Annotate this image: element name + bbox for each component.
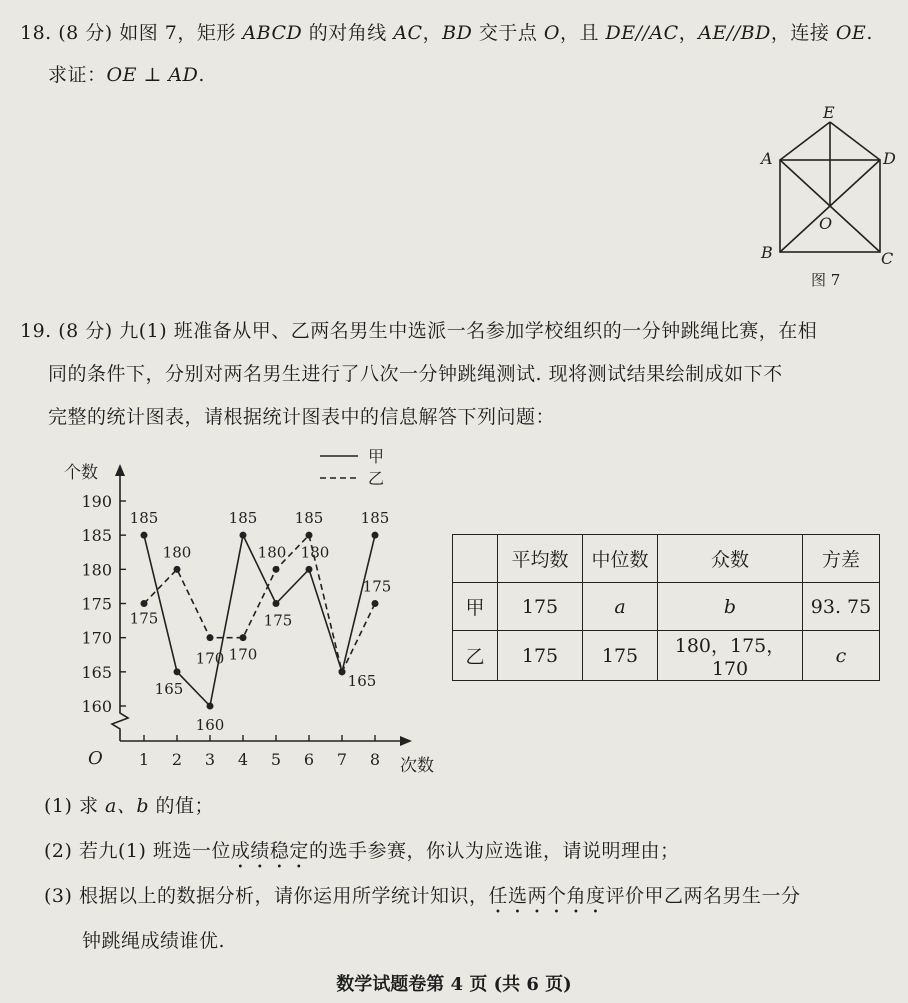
table-row — [453, 631, 880, 681]
x-tick-label: 6 — [303, 750, 315, 769]
data-point — [273, 600, 280, 607]
x-axis-arrow — [400, 736, 412, 746]
table-cell: 93. 75 — [803, 583, 880, 631]
q18-text: 的对角线 — [302, 22, 394, 44]
q18-claim: OE ⊥ AD — [106, 64, 199, 86]
data-label: 165 — [154, 679, 184, 698]
data-label: 180 — [300, 543, 330, 562]
origin-label: O — [88, 748, 103, 769]
sub2-text: 的选手参赛，你认为应选谁，请说明理由； — [308, 840, 680, 862]
table-cell: 乙 — [453, 631, 498, 681]
q19-sub2 — [44, 838, 679, 873]
data-point — [141, 600, 148, 607]
y-tick-label: 190 — [81, 492, 112, 511]
segment-oe: OE — [835, 22, 867, 44]
sub3-text: 评价甲乙两名男生一分 — [605, 885, 801, 907]
figure-7-diagram — [745, 98, 905, 298]
table-header-cell: 方差 — [803, 535, 880, 583]
q19-sub1 — [44, 793, 214, 819]
diag-bd: BD — [442, 22, 473, 44]
label-e: E — [823, 103, 835, 122]
y-tick-label: 160 — [81, 697, 112, 716]
x-axis-label: 次数 — [400, 756, 434, 776]
page-footer: 数学试题卷第 4 页 (共 6 页) — [336, 974, 572, 995]
rect-name: ABCD — [242, 22, 303, 44]
x-tick-label: 4 — [237, 750, 249, 769]
table-row — [453, 583, 880, 631]
de-parallel-ac: DE//AC — [605, 22, 679, 44]
table-cell: 175 — [498, 583, 583, 631]
data-label: 180 — [162, 543, 192, 562]
data-label: 175 — [362, 577, 392, 596]
table-header-row — [453, 535, 880, 583]
q18-text: ，且 — [559, 22, 606, 44]
sub3-emphasis: 任选两个角度 — [488, 885, 606, 907]
ae-parallel-bd: AE//BD — [698, 22, 771, 44]
data-point — [339, 668, 346, 675]
q19-line3: 完整的统计图表，请根据统计图表中的信息解答下列问题： — [48, 406, 556, 428]
table-cell: a — [583, 583, 658, 631]
y-tick-label: 175 — [81, 594, 112, 614]
table-cell: b — [658, 583, 803, 631]
q18-text: ， — [422, 22, 443, 44]
x-tick-label: 8 — [369, 750, 381, 769]
sub3-text: (3) 根据以上的数据分析，请你运用所学统计知识， — [44, 885, 489, 907]
q18-line2 — [48, 62, 205, 88]
q19-line1: 19. (8 分) 九(1) 班准备从甲、乙两名男生中选派一名参加学校组织的一分钟跳绳比赛，在相 — [20, 320, 818, 342]
line-chart-svg — [40, 446, 450, 786]
data-point — [207, 634, 214, 641]
table-cell: 甲 — [453, 583, 498, 631]
stats-table — [452, 534, 880, 681]
y-axis — [112, 468, 128, 741]
data-point — [174, 566, 181, 573]
q18-line1 — [20, 20, 873, 46]
table-header-cell: 平均数 — [498, 535, 583, 583]
x-tick-label: 3 — [204, 750, 216, 769]
x-tick-label: 2 — [171, 750, 183, 769]
q18-text: . — [866, 22, 873, 44]
figure-7-caption: 图 7 — [811, 271, 841, 289]
data-point — [372, 532, 379, 539]
legend-label-0: 甲 — [368, 447, 385, 466]
data-label: 165 — [347, 671, 377, 690]
segment-de — [830, 122, 880, 160]
data-point — [174, 668, 181, 675]
q18-text: 交于点 — [472, 22, 544, 44]
sub1-vars: a、b — [105, 795, 149, 817]
x-tick-label: 5 — [270, 750, 282, 769]
y-tick-label: 185 — [81, 526, 112, 546]
label-a: A — [761, 149, 773, 168]
data-point — [207, 703, 214, 710]
y-tick-label: 180 — [81, 560, 112, 580]
q18-text: ，连接 — [770, 22, 836, 44]
data-label: 170 — [228, 645, 258, 664]
table-header-cell — [453, 535, 498, 583]
q18-prove-label: 求证： — [48, 64, 107, 86]
y-tick-label: 170 — [81, 628, 112, 648]
q18-text: ， — [678, 22, 699, 44]
segment-ae — [780, 122, 830, 160]
table-cell: c — [803, 631, 880, 681]
label-c: C — [881, 249, 894, 268]
point-o: O — [543, 22, 560, 44]
x-tick-label: 1 — [138, 750, 150, 769]
q18-text: 18. (8 分) 如图 7，矩形 — [20, 22, 243, 44]
data-label: 185 — [294, 509, 324, 528]
y-tick-label: 165 — [81, 662, 112, 682]
q19-sub3 — [44, 883, 801, 918]
table-header-cell: 中位数 — [583, 535, 658, 583]
line-chart — [40, 446, 450, 786]
table-cell: 180，175，170 — [658, 631, 803, 681]
sub2-emphasis: 成绩稳定 — [230, 840, 309, 862]
data-label: 185 — [228, 509, 258, 528]
data-point — [273, 566, 280, 573]
diag-ac: AC — [393, 22, 423, 44]
data-label: 180 — [257, 543, 287, 562]
table-cell: 175 — [498, 631, 583, 681]
table-header-cell: 众数 — [658, 535, 803, 583]
label-b: B — [761, 243, 773, 262]
sub2-text: (2) 若九(1) 班选一位 — [44, 840, 231, 862]
data-point — [240, 532, 247, 539]
data-point — [240, 634, 247, 641]
sub1-text: 的值； — [149, 795, 215, 817]
label-o: O — [819, 214, 833, 233]
q19-line2: 同的条件下，分别对两名男生进行了八次一分钟跳绳测试. 现将测试结果绘制成如下不 — [48, 363, 783, 385]
data-point — [306, 566, 313, 573]
data-label: 185 — [360, 509, 390, 528]
data-label: 175 — [129, 609, 159, 628]
data-label: 170 — [195, 649, 225, 668]
data-label: 175 — [263, 611, 293, 630]
figure-7 — [745, 98, 905, 298]
legend-label-1: 乙 — [368, 469, 385, 488]
data-label: 185 — [129, 509, 159, 528]
sub1-text: (1) 求 — [44, 795, 105, 817]
q18-text: . — [198, 64, 205, 86]
y-axis-arrow — [115, 464, 125, 476]
data-point — [372, 600, 379, 607]
data-label: 160 — [195, 716, 225, 734]
y-axis-label: 个数 — [64, 463, 98, 483]
data-point — [141, 532, 148, 539]
label-d: D — [883, 149, 896, 168]
table-cell: 175 — [583, 631, 658, 681]
q19-sub3-line2: 钟跳绳成绩谁优. — [82, 930, 226, 952]
data-point — [306, 532, 313, 539]
x-tick-label: 7 — [336, 750, 348, 769]
